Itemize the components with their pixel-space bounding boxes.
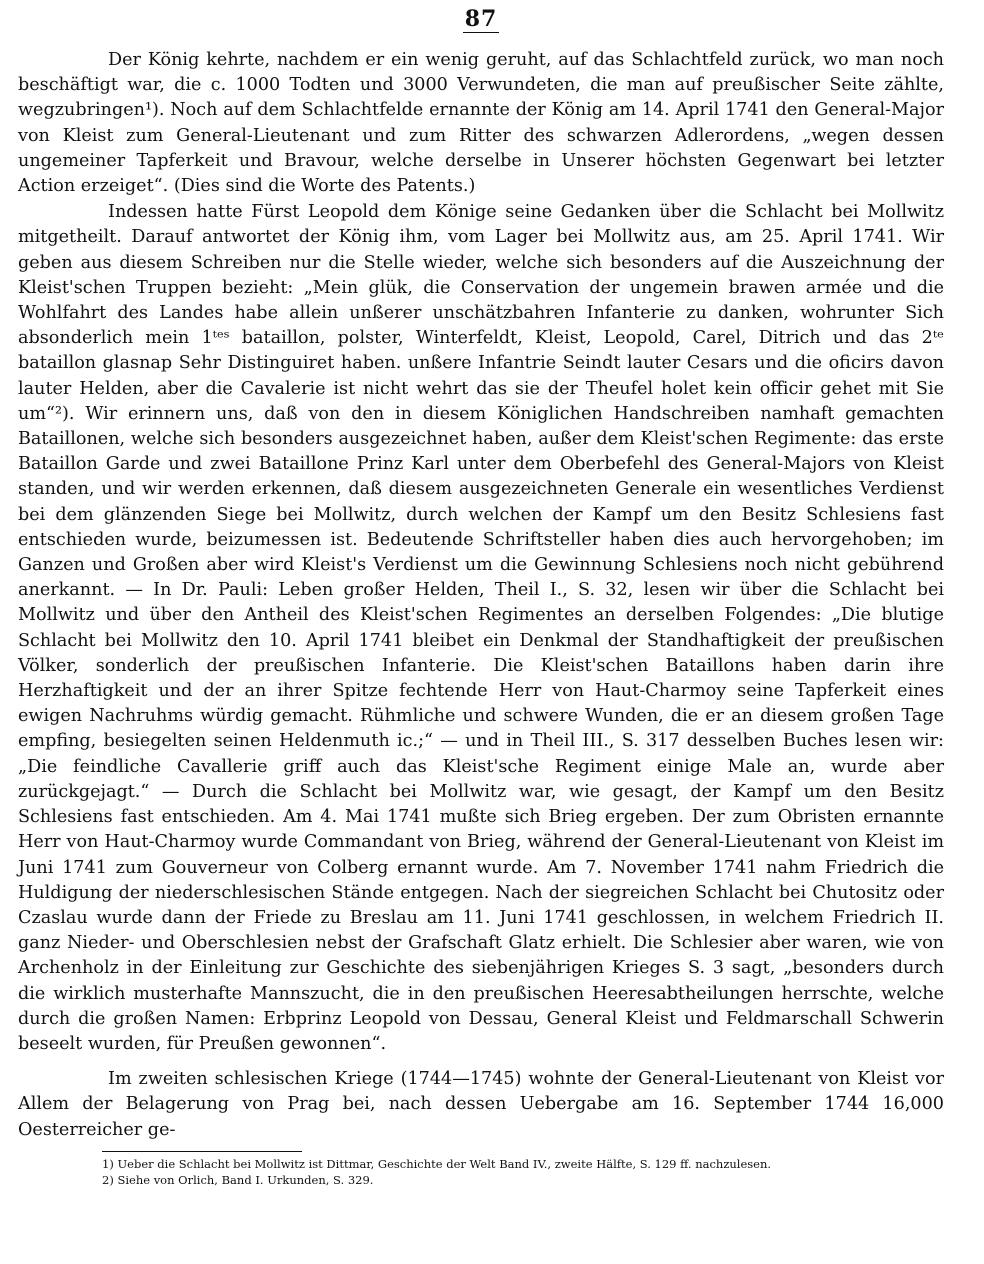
paragraph-2: Indessen hatte Fürst Leopold dem Könige seine Gedanken über die Schlacht bei Mollwitz mitgetheilt. Darauf antwortet der König ihm, vom Lager bei Mollwitz aus, am 25. April 1741. Wir geben aus diesem Schreiben nur die Stelle wieder, welche sich besonders auf die Auszeichnung der Kleist'schen Truppen bezieht: „Mein glük, die Conservation der ungemein brawen armée und die Wohlfahrt des Landes habe allein unßerer unschätzbahren Infanterie zu danken, wohrunter Sich absonderlich mein 1ᵗᵉˢ bataillon, polster, Winterfeldt, Kleist, Leopold, Carel, Ditrich und das 2ᵗᵉ bataillon glasnap Sehr Distinguiret haben. unßere Infantrie Seindt lauter Cesars und die oficirs davon lauter Helden, aber die Cavalerie ist nicht wehrt das sie der Theufel holet kein officir gehet mit Sie um“²). Wir erinnern uns, daß von den in diesem Königlichen Handschreiben namhaft gemachten Bataillonen, welche sich besonders ausgezeichnet haben, außer dem Kleist'schen Regimente: das erste Bataillon Garde und zwei Bataillone Prinz Karl unter dem Oberbefehl des General-Majors von Kleist standen, und wir werden erkennen, daß diesem ausgezeichneten Generale ein wesentliches Verdienst bei dem glänzenden Siege bei Mollwitz, durch welchen der Kampf um den Besitz Schlesiens fast entschieden wurde, beizumessen ist. Bedeutende Schriftsteller haben dies auch hervorgehoben; im Ganzen und Großen aber wird Kleist's Verdienst um die Gewinnung Schlesiens noch nicht gebührend anerkannt. — In Dr. Pauli: Leben großer Helden, Theil I., S. 32, lesen wir über die Schlacht bei Mollwitz und über den Antheil des Kleist'schen Regimentes an derselben Folgendes: „Die blutige Schlacht bei Mollwitz den 10. April 1741 bleibet ein Denkmal der Standhaftigkeit der preußischen Völker, sonderlich der preußischen Infanterie. Die Kleist'schen Bataillons haben darin ihre Herzhaftigkeit und der an ihrer Spitze fechtende Herr von Haut-Charmoy seine Tapferkeit eines ewigen Nachruhms würdig gemacht. Rühmliche und schwere Wunden, die er an diesem großen Tage empfing, besiegelten seinen Heldenmuth ic.;“ — und in Theil III., S. 317 desselben Buches lesen wir: „Die feindliche Cavallerie griff auch das Kleist'sche Regiment einige Male an, wurde aber zurückgejagt.“ — Durch die Schlacht bei Mollwitz war, wie gesagt, der Kampf um den Besitz Schlesiens fast entschieden. Am 4. Mai 1741 mußte sich Brieg ergeben. Der zum Obristen ernannte Herr von Haut-Charmoy wurde Commandant von Brieg, während der General-Lieutenant von Kleist im Juni 1741 zum Gouverneur von Colberg ernannt wurde. Am 7. November 1741 nahm Friedrich die Huldigung der niederschlesischen Stände entgegen. Nach der siegreichen Schlacht bei Chutositz oder Czaslau wurde dann der Friede zu Breslau am 11. Juni 1741 geschlossen, in welchem Friedrich II. ganz Nieder- und Oberschlesien nebst der Grafschaft Glatz erhielt. Die Schlesier aber waren, wie von Archenholz in der Einleitung zur Geschichte des siebenjährigen Krieges S. 3 sagt, „besonders durch die wirklich musterhafte Mannszucht, die in den preußischen Heeresabtheilungen herrschte, welche durch die großen Namen: Erbprinz Leopold von Dessau, General Kleist und Feldmarschall Schwerin beseelt wurden, für Preußen gewonnen“. — [18, 202, 944, 1054]
page-number: 87 — [464, 6, 498, 32]
paragraph-3: Im zweiten schlesischen Kriege (1744—1745) wohnte der General-Lieutenant von Kleist vor Allem der Belagerung von Prag bei, nach dessen Uebergabe am 16. September 1744 16,000 Oesterreicher ge- — [18, 1069, 944, 1140]
paragraph-1: Der König kehrte, nachdem er ein wenig geruht, auf das Schlachtfeld zurück, wo man noch beschäftigt war, die c. 1000 Todten und 3000 Verwundeten, die man auf preußischer Seite zählte, wegzubringen¹). Noch auf dem Schlachtfelde ernannte der König am 14. April 1741 den General-Major von Kleist zum General-Lieutenant und zum Ritter des schwarzen Adlerordens, „wegen dessen ungemeiner Tapferkeit und Bravour, welche derselbe in Unserer höchsten Gegenwart bei letzter Action erzeiget“. (Dies sind die Worte des Patents.) — [18, 50, 944, 197]
footnote-2: 2) Siehe von Orlich, Band I. Urkunden, S. 329. — [102, 1172, 374, 1187]
footnote-divider — [102, 1151, 302, 1152]
footnotes — [18, 1156, 944, 1188]
footnote-1: 1) Ueber die Schlacht bei Mollwitz ist Dittmar, Geschichte der Welt Band IV., zweite Hälfte, S. 129 ff. nachzulesen. — [102, 1156, 772, 1171]
body-text — [18, 48, 944, 1143]
